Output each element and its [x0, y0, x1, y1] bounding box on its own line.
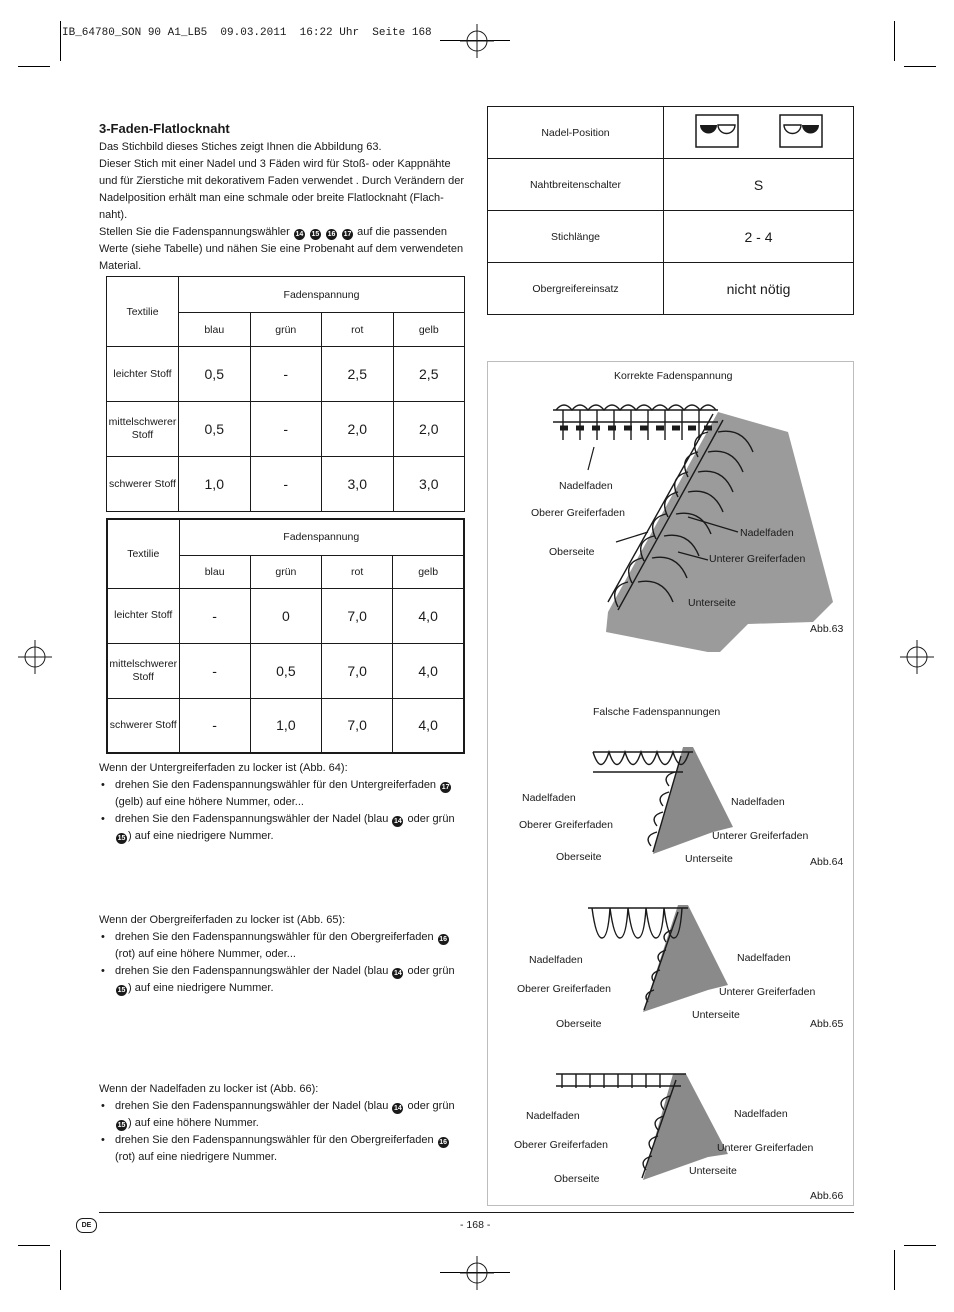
instruction-block-2: Wenn der Obergreiferfaden zu locker ist (Abb. 65): • drehen Sie den Fadenspannungswähler für den Obergreiferfaden 16 (rot) auf eine höhere Nummer, oder... • drehen Sie den Fadenspannungswähler der Nadel (blau 14 oder grün 15 ) auf eine niedrigere Nummer. — [99, 912, 469, 997]
registration-mark-right-icon — [900, 640, 934, 674]
col-color: rot — [322, 313, 394, 347]
stitch-illustration-66 — [548, 1062, 788, 1182]
table-row: Nadel-Position — [488, 107, 854, 159]
dial-number-badge: 14 — [295, 231, 304, 238]
instruction-block-3: Wenn der Nadelfaden zu locker ist (Abb. 66): • drehen Sie den Fadenspannungswähler der Nadel (blau 14 oder grün 15 ) auf eine höhere Nummer. • drehen Sie den Fadenspannungswähler für den Obergreiferfaden 16 (rot) auf eine niedrigere Nummer. — [99, 1081, 469, 1166]
table-row: leichter Stoff - 0 7,0 4,0 — [107, 588, 464, 643]
page-number: - 168 - — [460, 1219, 491, 1231]
table-row: schwerer Stoff - 1,0 7,0 4,0 — [107, 698, 464, 753]
list-item: • drehen Sie den Fadenspannungswähler der Nadel (blau 14 oder grün 15 ) auf eine niedrigere Nummer. — [99, 963, 469, 997]
list-item: • drehen Sie den Fadenspannungswähler für den Obergreiferfaden 16 (rot) auf eine höhere Nummer, oder... — [99, 929, 469, 963]
tension-table-2 — [106, 518, 465, 754]
stitch-figures-panel: Korrekte Fadenspannung Nadelfaden Oberer Greiferfaden Nadelfaden Oberseite Unterer Greiferfaden Unterseite Abb.63 Falsche Fadenspannungen Nadelfaden Nadelfaden Oberer Greiferfaden Unterer Greiferfaden Oberseite Unterseite Abb.64 Nadelfaden Nadelfaden Oberer Greiferfaden Unterer Greiferfaden Oberseite Unterseite Abb.65 Nadelfaden Nadelfaden Oberer Greiferfaden Unterer Greiferfaden Oberseite Unterseite Abb.66 — [487, 361, 854, 1206]
col-color: gelb — [393, 555, 464, 588]
col-color: rot — [322, 555, 393, 588]
intro-p3: Stellen Sie die Fadenspannungswähler 14 15 16 17 auf die passenden Werte (siehe Tabelle) und nähen Sie eine Probenaht auf dem verwendeten Material. — [99, 226, 464, 272]
dial-number-badge: 17 — [343, 231, 352, 238]
list-item: • drehen Sie den Fadenspannungswähler der Nadel (blau 14 oder grün 15 ) auf eine niedrigere Nummer. — [99, 811, 469, 845]
list-item: • drehen Sie den Fadenspannungswähler der Nadel (blau 14 oder grün 15 ) auf eine höhere Nummer. — [99, 1098, 469, 1132]
col-color: blau — [179, 555, 250, 588]
col-color: grün — [250, 313, 322, 347]
table-row: schwerer Stoff 1,0 - 3,0 3,0 — [107, 457, 465, 512]
col-color: blau — [179, 313, 251, 347]
intro-p2: Dieser Stich mit einer Nadel und 3 Fäden wird für Stoß- oder Kappnähte und für Zierstiche mit dekorativem Faden verwendet . Durch Verändern der Nadelposition erhält man eine schmale oder breite Flatlocknaht (Flach-naht). — [99, 158, 465, 221]
col-group: Fadenspannung — [179, 519, 464, 555]
stitch-illustration-63 — [548, 392, 848, 652]
needle-position-icon — [694, 113, 824, 149]
needle-position-icons — [664, 107, 854, 159]
intro-p1: Das Stichbild dieses Stiches zeigt Ihnen die Abbildung 63. — [99, 141, 382, 153]
table-row: Nahtbreitenschalter S — [488, 159, 854, 211]
registration-mark-left-icon — [18, 640, 52, 674]
print-header: IB_64780_SON 90 A1_LB5 09.03.2011 16:22 Uhr Seite 168 — [62, 27, 432, 39]
language-badge: DE — [76, 1218, 97, 1233]
list-item: • drehen Sie den Fadenspannungswähler für den Obergreiferfaden 16 (rot) auf eine niedrigere Nummer. — [99, 1132, 469, 1166]
col-textile: Textilie — [107, 519, 179, 588]
col-color: grün — [250, 555, 321, 588]
col-textile: Textilie — [107, 277, 179, 347]
settings-table — [487, 106, 854, 315]
registration-mark-top-icon — [460, 24, 494, 58]
table-row: mittelschwerer Stoff 0,5 - 2,0 2,0 — [107, 402, 465, 457]
list-item: • drehen Sie den Fadenspannungswähler für den Untergreiferfaden 17 (gelb) auf eine höhere Nummer, oder... — [99, 777, 469, 811]
table-row: leichter Stoff 0,5 - 2,5 2,5 — [107, 347, 465, 402]
intro-text — [99, 139, 469, 275]
table-row: mittelschwerer Stoff - 0,5 7,0 4,0 — [107, 643, 464, 698]
section-title: 3-Faden-Flatlocknaht — [99, 121, 230, 136]
dial-number-badge: 15 — [311, 231, 320, 238]
col-color: gelb — [393, 313, 465, 347]
col-group: Fadenspannung — [179, 277, 465, 313]
table-row: Obergreifereinsatz nicht nötig — [488, 263, 854, 315]
dial-number-badge: 16 — [327, 231, 336, 238]
tension-table-1 — [106, 276, 465, 512]
registration-mark-bottom-icon — [460, 1256, 494, 1290]
table-row: Stichlänge 2 - 4 — [488, 211, 854, 263]
instruction-block-1: Wenn der Untergreiferfaden zu locker ist (Abb. 64): • drehen Sie den Fadenspannungswähler für den Untergreiferfaden 17 (gelb) auf eine höhere Nummer, oder... • drehen Sie den Fadenspannungswähler der Nadel (blau 14 oder grün 15 ) auf eine niedrigere Nummer. — [99, 760, 469, 845]
footer-rule — [99, 1212, 854, 1213]
